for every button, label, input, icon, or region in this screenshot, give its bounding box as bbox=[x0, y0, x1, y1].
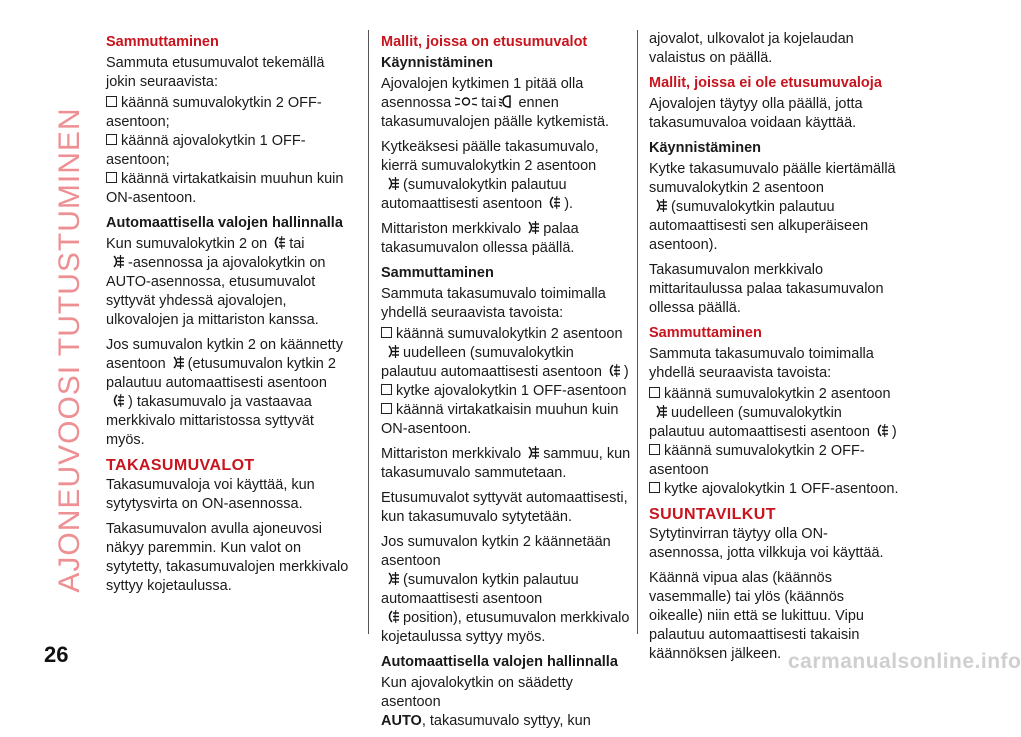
checkbox-bullet-icon bbox=[381, 384, 392, 395]
column-3 bbox=[649, 30, 899, 670]
front-fog-light-icon bbox=[269, 235, 287, 250]
paragraph: Sytytinvirran täytyy olla ON-asennossa, jotta vilkkuja voi käyttää. bbox=[649, 526, 884, 561]
rear-fog-light-icon bbox=[168, 355, 186, 370]
footer-watermark: carmanualsonline.info bbox=[788, 650, 1021, 673]
paragraph: Jos sumuvalon kytkin 2 on käännetty asentoon (etusumuvalon kytkin 2 palautuu automaattisesti asentoon ) takasumuvalo ja vastaavaa merkkivalo mittaristossa syttyvät myös. bbox=[106, 337, 343, 448]
side-chapter-title bbox=[50, 30, 90, 670]
heading-takasumuvalot: TAKASUMUVALOT bbox=[106, 457, 255, 474]
paragraph: Sammuta etusumuvalot tekemällä jokin seuraavista: bbox=[106, 55, 325, 90]
rear-fog-light-icon bbox=[383, 344, 401, 359]
rear-fog-light-icon bbox=[651, 198, 669, 213]
rear-fog-light-icon bbox=[108, 254, 126, 269]
paragraph: ajovalot, ulkovalot ja kojelaudan valaistus on päällä. bbox=[649, 31, 854, 66]
list-item: käännä sumuvalokytkin 2 OFF-asentoon; bbox=[106, 95, 322, 130]
paragraph: Takasumuvaloja voi käyttää, kun sytytysvirta on ON-asennossa. bbox=[106, 477, 315, 512]
paragraph: Mittariston merkkivalo palaa takasumuvalon ollessa päällä. bbox=[381, 221, 579, 256]
page-number: 26 bbox=[44, 642, 69, 667]
paragraph: Ajovalojen täytyy olla päällä, jotta takasumuvaloa voidaan käyttää. bbox=[649, 96, 863, 131]
paragraph: Ajovalojen kytkimen 1 pitää olla asennossa tai ennen takasumuvalojen päälle kytkemistä. bbox=[381, 76, 610, 130]
checkbox-bullet-icon bbox=[381, 327, 392, 338]
front-fog-light-icon bbox=[108, 393, 126, 408]
low-beam-icon bbox=[498, 94, 516, 109]
side-chapter-title-text: AJONEUVOOSI TUTUSTUMINEN bbox=[53, 107, 86, 593]
paragraph: Takasumuvalon avulla ajoneuvosi näkyy paremmin. Kun valot on sytytetty, takasumuvalojen merkkivalo syttyy kojetaulussa. bbox=[106, 521, 349, 594]
heading-mallit-ei: Mallit, joissa ei ole etusumuvaloja bbox=[649, 75, 882, 91]
heading-kaynnistaminen: Käynnistäminen bbox=[381, 55, 493, 71]
heading-sammuttaminen: Sammuttaminen bbox=[649, 325, 762, 341]
checkbox-bullet-icon bbox=[649, 387, 660, 398]
paragraph: Jos sumuvalon kytkin 2 käännetään asentoon (sumuvalon kytkin palautuu automaattisesti asentoon position), etusumuvalon merkkivalo kojetaulussa syttyy myös. bbox=[381, 534, 630, 645]
paragraph: Mittariston merkkivalo sammuu, kun takasumuvalo sammutetaan. bbox=[381, 446, 631, 481]
heading-sammuttaminen: Sammuttaminen bbox=[106, 34, 219, 50]
rear-fog-light-icon bbox=[383, 571, 401, 586]
paragraph: Käännä vipua alas (käännös vasemmalle) tai ylös (käännös oikealle) niin että se lukittuu. Vipu palautuu automaattisesti takaisin käännöksen jälkeen. bbox=[649, 570, 864, 662]
list-item: käännä virtakatkaisin muuhun kuin ON-asentoon. bbox=[106, 171, 344, 206]
checkbox-bullet-icon bbox=[649, 444, 660, 455]
heading-mallit: Mallit, joissa on etusumuvalot bbox=[381, 34, 588, 50]
rear-fog-light-icon bbox=[523, 445, 541, 460]
checkbox-bullet-icon bbox=[381, 403, 392, 414]
paragraph: Sammuta takasumuvalo toimimalla yhdellä seuraavista tavoista: bbox=[381, 286, 606, 321]
front-fog-light-icon bbox=[872, 423, 890, 438]
front-fog-light-icon bbox=[383, 609, 401, 624]
checkbox-bullet-icon bbox=[106, 96, 117, 107]
heading-automatic: Automaattisella valojen hallinnalla bbox=[381, 654, 618, 670]
list-item: käännä virtakatkaisin muuhun kuin ON-asentoon. bbox=[381, 402, 619, 437]
column-2 bbox=[381, 30, 631, 737]
heading-automatic: Automaattisella valojen hallinnalla bbox=[106, 215, 343, 231]
rear-fog-light-icon bbox=[651, 404, 669, 419]
front-fog-light-icon bbox=[544, 195, 562, 210]
checkbox-bullet-icon bbox=[106, 172, 117, 183]
column-divider bbox=[368, 30, 369, 634]
column-divider bbox=[637, 30, 638, 634]
checkbox-bullet-icon bbox=[649, 482, 660, 493]
checkbox-bullet-icon bbox=[106, 134, 117, 145]
paragraph: Kun sumuvalokytkin 2 on tai -asennossa ja ajovalokytkin on AUTO-asennossa, etusumuvalot syttyvät yhdessä ajovalojen, ulkovalojen ja mittariston kanssa. bbox=[106, 236, 326, 328]
paragraph: Kytkeäksesi päälle takasumuvalo, kierrä sumuvalokytkin 2 asentoon (sumuvalokytkin palautuu automaattisesti asentoon ). bbox=[381, 139, 599, 212]
list-item: kytke ajovalokytkin 1 OFF-asentoon bbox=[381, 382, 631, 401]
column-1 bbox=[106, 30, 356, 602]
list-item: käännä ajovalokytkin 1 OFF-asentoon; bbox=[106, 133, 306, 168]
parking-light-icon bbox=[453, 94, 479, 109]
paragraph: Takasumuvalon merkkivalo mittaritaulussa palaa takasumuvalon ollessa päällä. bbox=[649, 262, 884, 316]
paragraph: Etusumuvalot syttyvät automaattisesti, kun takasumuvalo sytytetään. bbox=[381, 490, 628, 525]
list-item: käännä sumuvalokytkin 2 asentoon uudelleen (sumuvalokytkin palautuu automaattisesti asentoon ) bbox=[381, 326, 629, 380]
paragraph: Sammuta takasumuvalo toimimalla yhdellä seuraavista tavoista: bbox=[649, 346, 874, 381]
rear-fog-light-icon bbox=[383, 176, 401, 191]
front-fog-light-icon bbox=[604, 363, 622, 378]
heading-suuntavilkut: SUUNTAVILKUT bbox=[649, 506, 776, 523]
list-item: käännä sumuvalokytkin 2 OFF-asentoon bbox=[649, 443, 865, 478]
paragraph: Kytke takasumuvalo päälle kiertämällä sumuvalokytkin 2 asentoon (sumuvalokytkin palautuu automaattisesti sen alkuperäiseen asentoon). bbox=[649, 161, 896, 253]
heading-kaynnistaminen: Käynnistäminen bbox=[649, 140, 761, 156]
paragraph: Kun ajovalokytkin on säädetty asentoon AUTO, takasumuvalo syttyy, kun bbox=[381, 675, 591, 729]
list-item: kytke ajovalokytkin 1 OFF-asentoon. bbox=[649, 480, 899, 499]
heading-sammuttaminen: Sammuttaminen bbox=[381, 265, 494, 281]
list-item: käännä sumuvalokytkin 2 asentoon uudelleen (sumuvalokytkin palautuu automaattisesti asentoon ) bbox=[649, 386, 897, 440]
rear-fog-light-icon bbox=[523, 220, 541, 235]
